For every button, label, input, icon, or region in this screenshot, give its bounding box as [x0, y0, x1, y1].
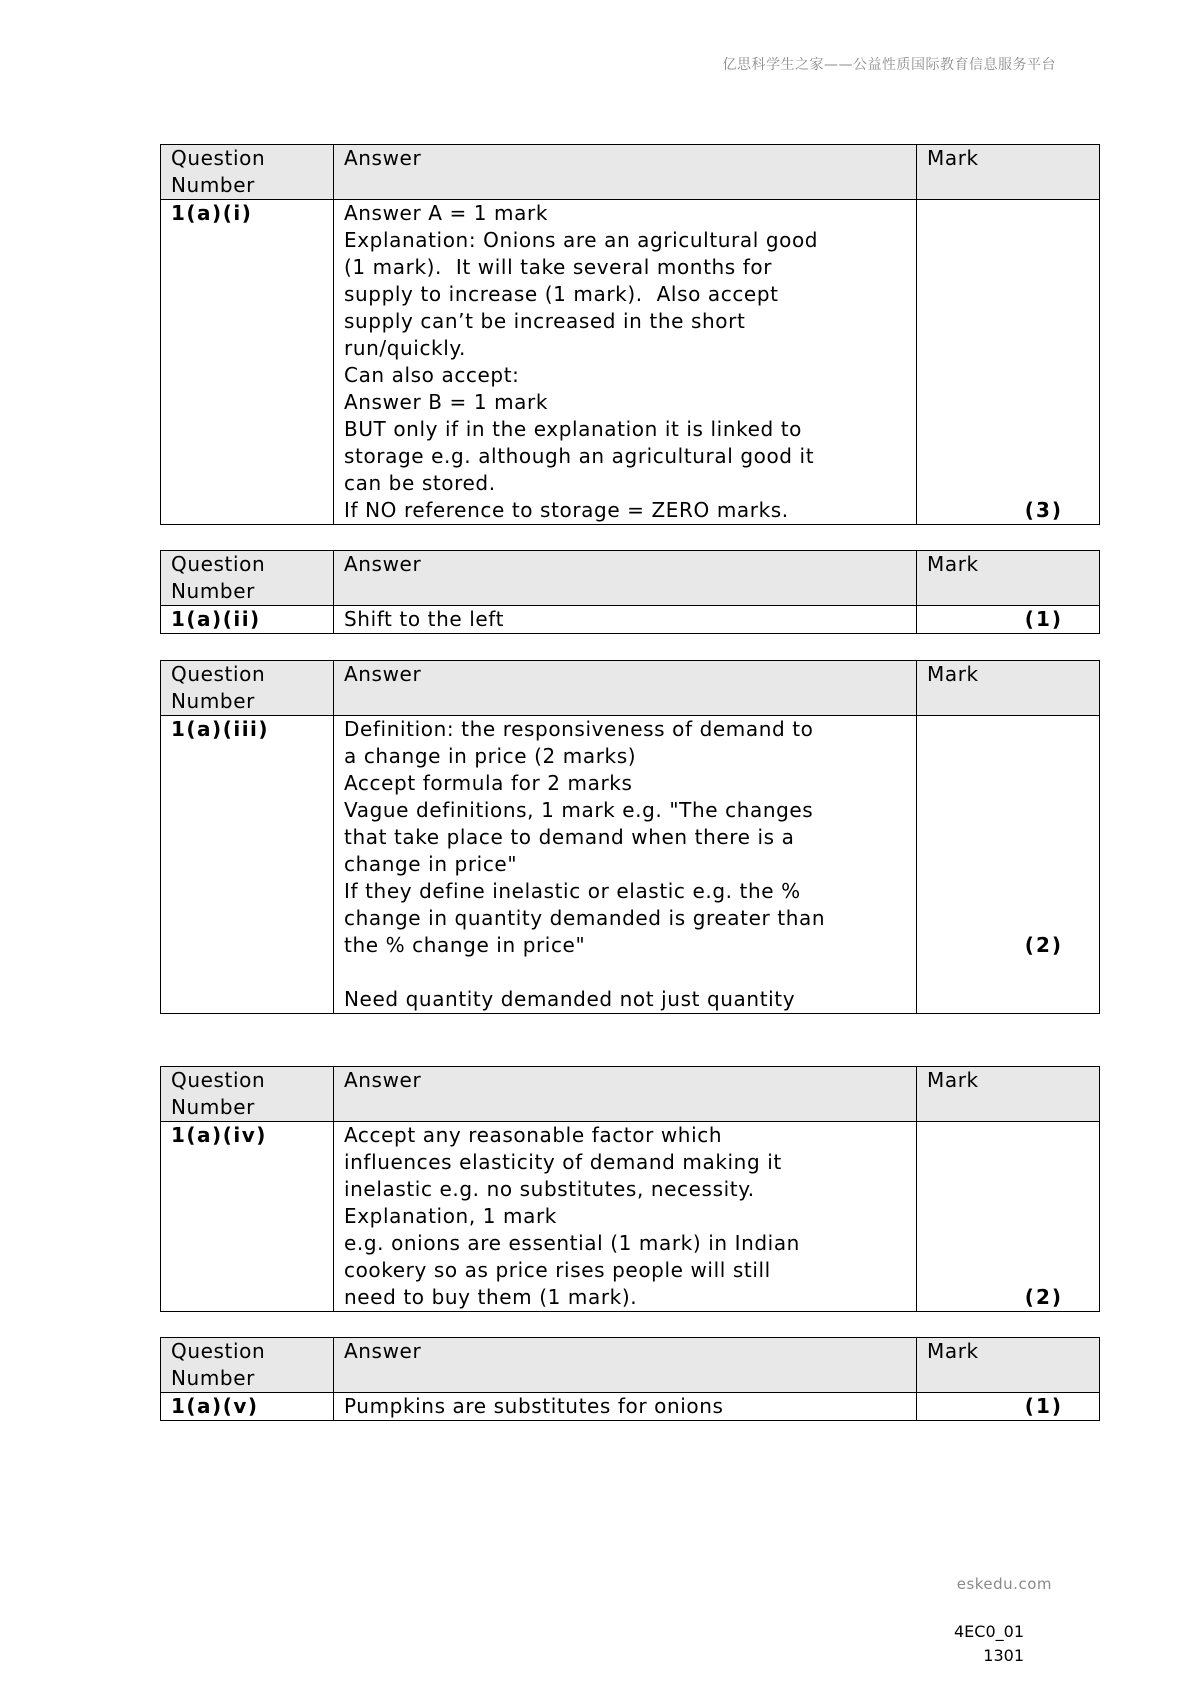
header-mark: Mark: [917, 1338, 1100, 1393]
answer-line: a change in price (2 marks): [344, 744, 637, 768]
table-row: [161, 1122, 1100, 1312]
answer-line: Accept any reasonable factor which: [344, 1123, 723, 1147]
answer-cell: [334, 716, 917, 1014]
table-row: [161, 606, 1100, 634]
answer-line: change in price": [344, 852, 518, 876]
question-number: 1(a)(ii): [161, 606, 334, 634]
answer-line: Pumpkins are substitutes for onions: [344, 1394, 724, 1418]
header-mark: Mark: [917, 551, 1100, 606]
answer-line: need to buy them (1 mark).: [344, 1285, 638, 1309]
table-row: [161, 1393, 1100, 1421]
header-number-label: Number: [171, 579, 255, 603]
header-question-label: Question: [171, 662, 266, 686]
table-header-row: [161, 145, 1100, 200]
mark-value: (1): [1024, 1394, 1063, 1418]
answer-line: supply can’t be increased in the short: [344, 309, 746, 333]
answer-line: the % change in price": [344, 933, 586, 957]
footer-session: 1301: [983, 1646, 1024, 1665]
header-answer: Answer: [334, 1067, 917, 1122]
answer-line: Answer B = 1 mark: [344, 390, 549, 414]
header-mark: Mark: [917, 661, 1100, 716]
header-question-label: Question: [171, 1339, 266, 1363]
mark-cell: [917, 716, 1100, 1014]
table-header-row: [161, 1338, 1100, 1393]
header-question-number: [161, 145, 334, 200]
footer-site: eskedu.com: [956, 1575, 1052, 1593]
header-question-label: Question: [171, 146, 266, 170]
answer-line: e.g. onions are essential (1 mark) in Indian: [344, 1231, 800, 1255]
mark-table-1aiv: [160, 1066, 1100, 1312]
question-number: 1(a)(i): [161, 200, 334, 525]
answer-line: Vague definitions, 1 mark e.g. "The changes: [344, 798, 814, 822]
header-answer: Answer: [334, 145, 917, 200]
answer-blank-line: [344, 959, 906, 986]
answer-line: run/quickly.: [344, 336, 466, 360]
answer-line: Answer A = 1 mark: [344, 201, 548, 225]
page-header-text: 亿思科学生之家——公益性质国际教育信息服务平台: [722, 57, 1056, 73]
question-number: 1(a)(iii): [161, 716, 334, 1014]
answer-line: Can also accept:: [344, 363, 520, 387]
table-header-row: [161, 1067, 1100, 1122]
table-row: [161, 716, 1100, 1014]
answer-line: BUT only if in the explanation it is linked to: [344, 417, 802, 441]
header-number-label: Number: [171, 173, 255, 197]
mark-table-1aii: [160, 550, 1100, 634]
header-question-label: Question: [171, 1068, 266, 1092]
answer-line: If NO reference to storage = ZERO marks.: [344, 498, 789, 522]
answer-line: Shift to the left: [344, 607, 505, 631]
mark-cell: [917, 1393, 1100, 1421]
table-header-row: [161, 661, 1100, 716]
answer-line: inelastic e.g. no substitutes, necessity.: [344, 1177, 755, 1201]
header-mark: Mark: [917, 145, 1100, 200]
mark-table-1av: [160, 1337, 1100, 1421]
answer-line: If they define inelastic or elastic e.g. the %: [344, 879, 801, 903]
table-row: [161, 200, 1100, 525]
answer-line: influences elasticity of demand making it: [344, 1150, 782, 1174]
answer-line: storage e.g. although an agricultural good it: [344, 444, 815, 468]
mark-cell: [917, 606, 1100, 634]
answer-line: cookery so as price rises people will still: [344, 1258, 771, 1282]
answer-line: that take place to demand when there is a: [344, 825, 795, 849]
answer-line: Accept formula for 2 marks: [344, 771, 633, 795]
header-number-label: Number: [171, 689, 255, 713]
header-answer: Answer: [334, 551, 917, 606]
header-answer: Answer: [334, 1338, 917, 1393]
header-number-label: Number: [171, 1095, 255, 1119]
header-question-label: Question: [171, 552, 266, 576]
mark-value: (2): [1024, 933, 1063, 957]
header-question-number: [161, 1338, 334, 1393]
answer-line: Explanation: Onions are an agricultural good: [344, 228, 819, 252]
header-question-number: [161, 1067, 334, 1122]
answer-cell: [334, 200, 917, 525]
question-number: 1(a)(v): [161, 1393, 334, 1421]
header-question-number: [161, 661, 334, 716]
mark-table-1ai: [160, 144, 1100, 525]
header-answer: Answer: [334, 661, 917, 716]
header-question-number: [161, 551, 334, 606]
mark-value: (3): [1024, 498, 1063, 522]
question-number: 1(a)(iv): [161, 1122, 334, 1312]
answer-line: change in quantity demanded is greater than: [344, 906, 826, 930]
answer-cell: [334, 1393, 917, 1421]
answer-line: can be stored.: [344, 471, 496, 495]
footer-paper-code: 4EC0_01: [954, 1622, 1024, 1641]
mark-value: (2): [1024, 1285, 1063, 1309]
answer-line: Definition: the responsiveness of demand to: [344, 717, 814, 741]
mark-table-1aiii: [160, 660, 1100, 1014]
header-mark: Mark: [917, 1067, 1100, 1122]
mark-cell: [917, 1122, 1100, 1312]
answer-line: Explanation, 1 mark: [344, 1204, 557, 1228]
answer-line: supply to increase (1 mark). Also accept: [344, 282, 779, 306]
answer-line: (1 mark). It will take several months for: [344, 255, 773, 279]
header-number-label: Number: [171, 1366, 255, 1390]
mark-cell: [917, 200, 1100, 525]
answer-cell: [334, 606, 917, 634]
table-header-row: [161, 551, 1100, 606]
answer-line: Need quantity demanded not just quantity: [344, 987, 796, 1011]
answer-cell: [334, 1122, 917, 1312]
mark-value: (1): [1024, 607, 1063, 631]
